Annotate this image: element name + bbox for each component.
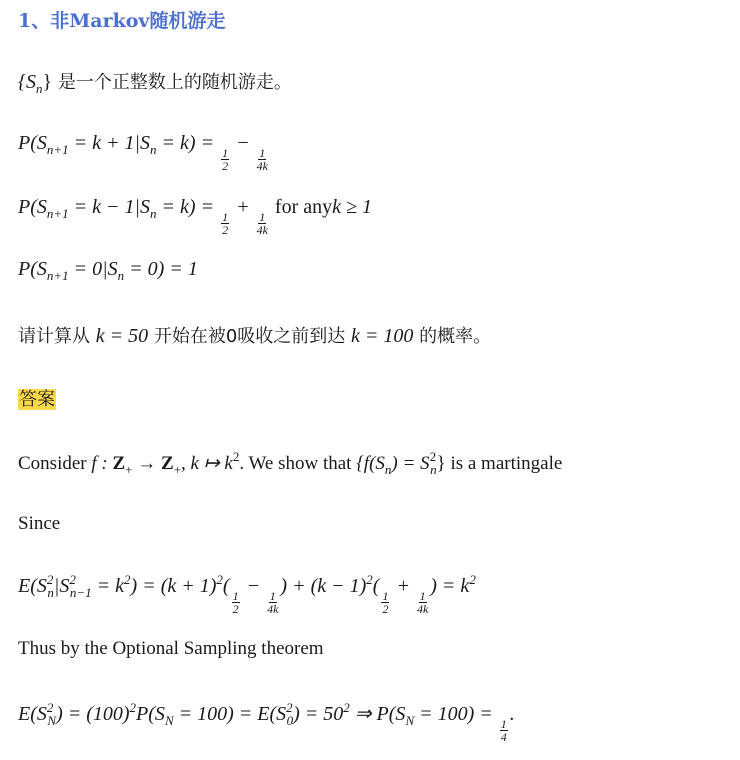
math: P(S (18, 132, 47, 154)
consider-line (18, 449, 562, 478)
math-op: + (231, 196, 255, 218)
math-sub: n+1 (46, 206, 69, 221)
fraction: $\frac{1}{2}$ (382, 589, 389, 616)
math-set: {S (18, 71, 36, 93)
question-text: 的概率。 (413, 326, 492, 347)
math: = k − 1|S (68, 196, 151, 218)
math-sub: + (173, 462, 182, 477)
math-sub: + (125, 462, 133, 477)
math-op: − (231, 132, 255, 154)
fraction: $\frac{1}{2}$ (222, 146, 229, 173)
fraction: $\frac{1}{2}$ (222, 210, 229, 237)
fraction: $\frac{1}{2}$ (232, 589, 239, 616)
equation-2 (18, 196, 372, 236)
math: } (436, 453, 446, 474)
math: = 0) = 1 (124, 258, 198, 280)
math: P(S (18, 258, 47, 280)
fraction: $\frac{1}{4}$ (500, 717, 507, 744)
math-sub: n (150, 142, 157, 157)
equation-5: $E(S^2_N) = (100)^2P(S_N = 100) = E(S^2_0) = 50^2$ ⇒ $P(S_N = 100)$ = $\frac{1}{4}$ . (18, 700, 515, 744)
math-sub: n (36, 81, 43, 96)
math: k = 50 (95, 325, 149, 347)
math-sub: n (150, 206, 157, 221)
math: ) = S (391, 453, 430, 474)
math: , k ↦ k (181, 453, 233, 474)
math-sub: n (430, 462, 437, 477)
text: Consider (18, 453, 92, 474)
answer-label: 答案 (19, 389, 55, 410)
math: k = 100 (351, 325, 414, 347)
intro-text: 是一个正整数上的随机游走。 (52, 72, 292, 93)
math-sup: 2 (429, 449, 437, 464)
math: {f(S (356, 453, 385, 474)
math-text: for any (269, 196, 333, 218)
fraction: $\frac{1}{4k}$ (267, 589, 279, 616)
math: P(S (18, 196, 47, 218)
question-text: 开始在被0吸收之前到达 (148, 326, 352, 347)
math-bold: Z (161, 453, 174, 474)
math: = k) = (156, 196, 220, 218)
math: = 0|S (68, 258, 118, 280)
fraction: $\frac{1}{4k}$ (256, 210, 268, 237)
question-line (18, 322, 491, 348)
math: k ≥ 1 (332, 196, 372, 218)
thus-line: Thus by the Optional Sampling theorem (18, 638, 324, 659)
text: . We show that (239, 453, 357, 474)
math-op: → (132, 453, 161, 474)
math-sup: 2 (232, 449, 240, 464)
intro-line (18, 68, 292, 97)
since-line: Since (18, 513, 61, 534)
fraction: $\frac{1}{4k}$ (256, 146, 268, 173)
equation-4: $E(S^2_n|S^2_{n-1} = k^2) = (k + 1)^2$( $\frac{1}{2}$ − $\frac{1}{4k}$ ) + $(k - 1)^2$( $\frac{1}{2}$ + $\frac{1}{4k}$ ) = $k^2$ (18, 572, 476, 616)
fraction: $\frac{1}{4k}$ (416, 589, 429, 616)
text: is a martingale (445, 453, 563, 474)
math: = k) = (156, 132, 220, 154)
equation-1 (18, 132, 270, 172)
math-sub: n (384, 462, 392, 477)
math-sub: n+1 (46, 142, 69, 157)
equation-3 (18, 258, 198, 284)
math-bold: Z (112, 453, 126, 474)
math-brace: } (42, 71, 53, 93)
answer-heading (18, 385, 56, 411)
section-title: 1、非Markov随机游走 (18, 10, 226, 32)
question-text: 请计算从 (18, 326, 96, 347)
math-sub: n (117, 268, 125, 283)
math: = k + 1|S (68, 132, 151, 154)
math-sub: n+1 (46, 268, 69, 283)
math: f : (91, 453, 113, 474)
